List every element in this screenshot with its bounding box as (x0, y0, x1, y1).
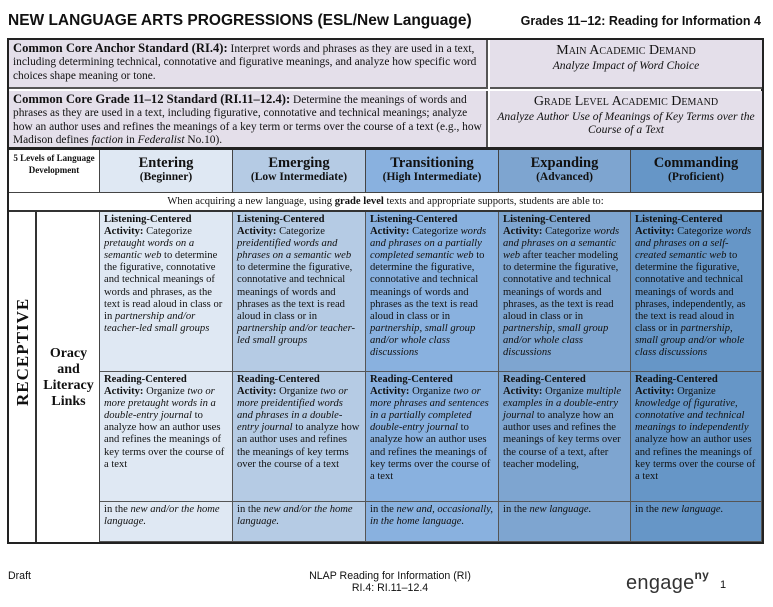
language-text: in the (370, 504, 397, 515)
activity-emphasis: knowledge of figurative, connotative and technical meanings to independently (635, 398, 749, 434)
level-subtitle: (Low Intermediate) (250, 171, 348, 183)
language-emphasis: new language. (661, 504, 724, 515)
level-name: Transitioning (390, 155, 474, 171)
banner-text-post: texts and appropriate supports, students are able to: (383, 196, 604, 207)
language-emphasis: new and, occasionally, in the home language. (370, 504, 493, 528)
language-text: in the (503, 504, 530, 515)
language-text: in the (635, 504, 662, 515)
activity-text: to analyze how an author uses and refines the meanings of key terms over the course of a text (104, 410, 225, 470)
language-cell-emerging (233, 502, 366, 542)
activity-text: Organize (674, 386, 716, 398)
language-text: in the (237, 504, 264, 515)
activity-text: Organize (276, 386, 321, 398)
language-emphasis: new language. (529, 504, 592, 515)
activity-label: Listening-Centered Activity: (635, 214, 723, 238)
grade-standard-faction: faction (91, 134, 124, 147)
logo-text: engage (626, 572, 695, 594)
footer-doc-title: NLAP Reading for Information (RI) (309, 570, 471, 582)
main-academic-demand (490, 40, 762, 89)
strand-column (37, 212, 100, 542)
activity-label: Listening-Centered Activity: (503, 214, 591, 238)
activity-emphasis: partnership, small group and/or whole class discussions (635, 322, 745, 359)
activity-text: Organize (143, 386, 188, 398)
grade-label: Grades 11–12: Reading for Information 4 (520, 14, 761, 28)
anchor-standard-text: Interpret words and phrases as they are used in a text, including determining technical, connotative and figurative meanings, and analyze how specific word choices shape meaning or tone. (13, 43, 477, 82)
page-title: NEW LANGUAGE ARTS PROGRESSIONS (ESL/New Language) (8, 12, 472, 29)
activity-text: Categorize (409, 226, 461, 238)
anchor-standard (9, 40, 488, 89)
activity-label: Reading-Centered Activity: (635, 374, 718, 398)
activity-text: Categorize (542, 226, 594, 238)
activity-emphasis: words and phrases on a partially completed semantic web (370, 226, 487, 262)
level-header-entering (100, 150, 233, 192)
language-cell-entering (100, 502, 233, 542)
activity-text: to determine the figurative, connotative and technical meanings of words and phrases as the text is read aloud in class or in (237, 262, 353, 322)
listening-activity-cell-transitioning (366, 212, 499, 372)
receptive-label: RECEPTIVE (13, 297, 32, 406)
footer-center (290, 570, 490, 594)
reading-activity-cell-entering (100, 372, 233, 502)
engageny-logo (626, 568, 709, 595)
language-emphasis: new and/or the home language. (237, 504, 353, 528)
activity-emphasis: partnership, small group and/or whole class discussions (370, 322, 476, 359)
activity-text: Categorize (276, 226, 325, 238)
grade-standard-text: Determine the meanings of words and phrases as they are used in a text, including figurative, connotative and technical meanings; analyze how an author uses and refines the meanings of a key term or terms over the course of a text (e.g., how Madison defines (13, 94, 482, 147)
language-cell-transitioning (366, 502, 499, 542)
activity-text: to determine the figurative, connotative and technical meanings of words and phrases, independently, as the text is read aloud in class or in (635, 250, 746, 334)
language-cell-commanding (631, 502, 762, 542)
reading-activity-cell-emerging (233, 372, 366, 502)
activity-emphasis: multiple examples in a double-entry journal (503, 386, 622, 422)
level-header-expanding (499, 150, 631, 192)
activity-text: to analyze how an author uses and refines the meanings of key terms over the course of a text (370, 422, 491, 482)
listening-activity-cell-commanding (631, 212, 762, 372)
grade-demand-text: Analyze Author Use of Meanings of Key Terms over the Course of a Text (497, 110, 755, 137)
main-demand-text: Analyze Impact of Word Choice (552, 59, 700, 72)
main-demand-title: Main Academic Demand (556, 43, 696, 58)
activity-emphasis: preidentified words and phrases on a semantic web (237, 238, 352, 262)
listening-activity-cell-entering (100, 212, 233, 372)
activity-text: Organize (409, 386, 454, 398)
activity-emphasis: partnership, small group and/or whole class discussions (503, 322, 609, 359)
reading-activity-cell-expanding (499, 372, 631, 502)
levels-header: 5 Levels of Language Development (9, 150, 100, 192)
activity-emphasis: two or more preidentified words and phrases in a double-entry journal (237, 386, 348, 434)
activity-emphasis: pretaught words on a semantic web (104, 238, 195, 262)
footer-draft: Draft (8, 570, 31, 582)
activity-emphasis: words and phrases on a self-created semantic web (635, 226, 752, 262)
activity-label: Reading-Centered Activity: (503, 374, 586, 398)
logo-sup: ny (694, 568, 710, 582)
activity-text: Categorize (143, 226, 192, 238)
strand-label: Oracy and Literacy Links (43, 346, 94, 409)
grade-standard-in: in (123, 134, 138, 147)
activity-emphasis: partnership and/or teacher-led small groups (104, 310, 210, 334)
listening-activity-cell-emerging (233, 212, 366, 372)
instruction-banner (9, 192, 762, 212)
level-header-commanding (631, 150, 762, 192)
activity-emphasis: partnership and/or teacher-led small groups (237, 322, 356, 346)
activity-text: to analyze how an author uses and refines the meanings of key terms over the course of a text, after teacher modeling, (503, 410, 621, 470)
activity-emphasis: two or more phrases and sentences in a partially completed double-entry journal (370, 386, 489, 434)
listening-activity-cell-expanding (499, 212, 631, 372)
grade-standard-end: No.10). (184, 134, 223, 147)
receptive-column (9, 212, 37, 542)
level-name: Expanding (530, 155, 599, 171)
level-subtitle: (Proficient) (668, 171, 724, 183)
level-subtitle: (Beginner) (139, 171, 193, 183)
level-name: Emerging (268, 155, 330, 171)
grade-level-academic-demand (490, 91, 762, 147)
activity-text: to determine the figurative, connotative and technical meanings of words and phrases, as the text is read aloud in class or in (104, 250, 223, 322)
grade-demand-title: Grade Level Academic Demand (533, 94, 719, 109)
activity-text: to determine the figurative, connotative and technical meanings of words and phrases as the text is read aloud in class or in (370, 250, 485, 322)
level-subtitle: (Advanced) (536, 171, 593, 183)
reading-activity-cell-commanding (631, 372, 762, 502)
activity-emphasis: words and phrases on a semantic web (503, 226, 620, 262)
activity-text: Categorize (674, 226, 726, 238)
language-cell-expanding (499, 502, 631, 542)
banner-text-bold: grade level (334, 196, 384, 207)
grade-standard (9, 91, 488, 147)
reading-activity-cell-transitioning (366, 372, 499, 502)
level-name: Commanding (653, 155, 739, 171)
grade-standard-federalist: Federalist (137, 134, 185, 147)
activity-text: Organize (542, 386, 587, 398)
level-name: Entering (138, 155, 194, 171)
page-number: 1 (720, 579, 727, 591)
activity-text: to analyze how an author uses and refines the meanings of key terms over the course of a text (237, 422, 360, 470)
activity-emphasis: two or more pretaught words in a double-entry journal (104, 386, 216, 422)
activity-label: Listening-Centered Activity: (104, 214, 192, 238)
activity-label: Reading-Centered Activity: (104, 374, 187, 398)
activity-label: Listening-Centered Activity: (370, 214, 458, 238)
level-header-transitioning (366, 150, 499, 192)
level-subtitle: (High Intermediate) (382, 171, 482, 183)
footer-standard-code: RI.4: RI.11–12.4 (351, 582, 429, 594)
language-emphasis: new and/or the home language. (104, 504, 220, 528)
anchor-standard-label: Common Core Anchor Standard (RI.4): (13, 41, 228, 55)
activity-label: Listening-Centered Activity: (237, 214, 325, 238)
activity-label: Reading-Centered Activity: (370, 374, 453, 398)
level-header-emerging (233, 150, 366, 192)
activity-text: after teacher modeling to determine the figurative, connotative and technical meanings of words and phrases, as the text is read aloud in class or in (503, 250, 619, 322)
activity-label: Reading-Centered Activity: (237, 374, 320, 398)
language-text: in the (104, 504, 131, 515)
banner-text-pre: When acquiring a new language, using (167, 196, 335, 207)
grade-standard-label: Common Core Grade 11–12 Standard (RI.11–12.4): (13, 92, 291, 106)
activity-text: analyze how an author uses and refines the meanings of key terms over the course of a text (635, 434, 756, 482)
